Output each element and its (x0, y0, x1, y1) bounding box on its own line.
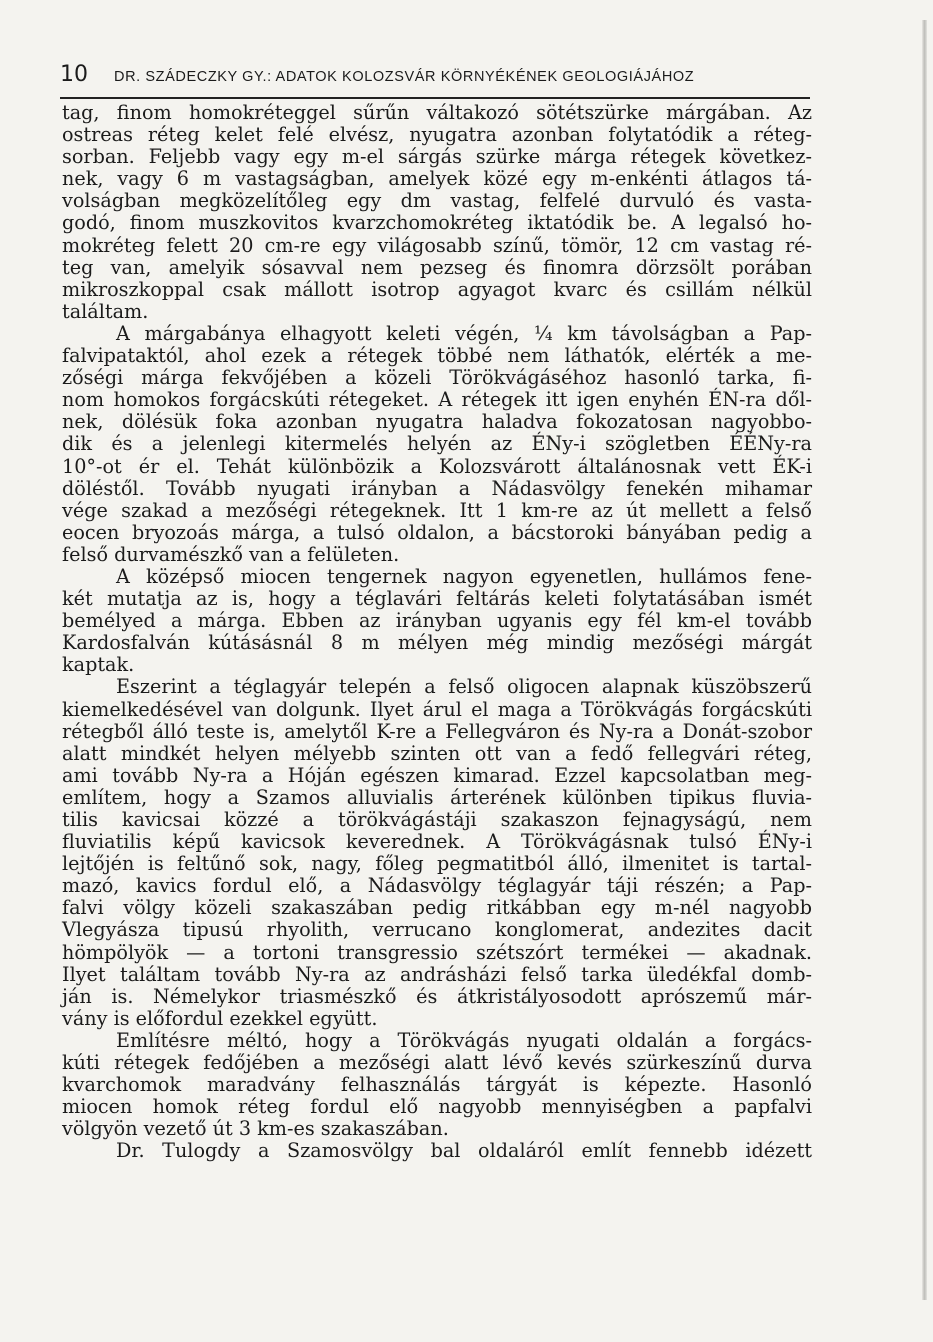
text-line: fluviatilis képű kavicsok keverednek. A Törökvágásnak tulsó ÉNy-i (62, 830, 812, 854)
text-line: tilis kavicsai közzé a törökvágástáji szakaszon fejnagyságú, nem (62, 808, 812, 831)
text-line: falvi völgy közeli szakaszában pedig ritkábban egy m-nél nagyobb (62, 896, 812, 920)
text-line: mokréteg felett 20 cm-re egy világosabb színű, tömör, 12 cm vastag ré- (62, 233, 812, 257)
text-line: teg van, amelyik sósavval nem pezseg és finomra dörzsölt porában (62, 255, 812, 279)
text-line: zőségi márga fekvőjében a közeli Törökvágáséhoz hasonló tarka, fi- (62, 366, 812, 390)
text-line: ami tovább Ny-ra a Hóján egészen kimarad. Ezzel kapcsolatban meg- (62, 763, 812, 787)
text-line: bemélyed a márga. Ebben az irányban ugyanis egy fél km-el tovább (62, 609, 812, 633)
text-line: ostreas réteg kelet felé elvész, nyugatra azonban folytatódik a réteg- (62, 123, 812, 147)
text-line: 10°-ot ér el. Tehát különbözik a Kolozsvárott általánosnak vett ÉK-i (62, 454, 812, 478)
text-line: rétegből álló teste is, amelytől K-re a Fellegváron és Ny-ra a Donát-szobor (62, 719, 812, 743)
page-number: 10 (60, 62, 88, 87)
header-rule (60, 97, 810, 99)
text-line: említem, hogy a Szamos alluvialis árterének különben tipikus fluvia- (62, 785, 812, 809)
text-line: Ilyet találtam tovább Ny-ra az andrásházi felső tarka üledékfal domb- (62, 962, 812, 986)
page-edge-shadow (922, 20, 927, 1300)
text-line: kvarchomok maradvány felhasználás tárgyát is képezte. Hasonló (62, 1073, 812, 1097)
text-line: felső durvamészkő van a felületen. (62, 542, 400, 566)
body-text (62, 102, 812, 1163)
text-line: ján is. Némelykor triasmészkő és átkristályosodott aprószemű már- (62, 984, 812, 1008)
text-line: alatt mindkét helyen mélyebb szinten ott van a fedő fellegvári réteg, (62, 741, 812, 765)
text-line: kaptak. (62, 653, 135, 677)
text-line: miocen homok réteg fordul elő nagyobb mennyiségben a papfalvi (62, 1095, 812, 1119)
text-line: két mutatja az is, hogy a téglavári feltárás keleti folytatásában ismét (62, 587, 812, 611)
text-line: falvipataktól, ahol ezek a rétegek többé nem láthatók, elérték a me- (62, 344, 812, 368)
text-line: Vlegyásza tipusú rhyolith, verrucano konglomerat, andezites dacit (62, 918, 812, 942)
running-header (60, 62, 812, 96)
text-line: találtam. (62, 299, 149, 323)
text-line: dik és a jelenlegi kitermelés helyén az ÉNy-i szögletben ÉÉNy-ra (62, 432, 812, 456)
text-line: sorban. Feljebb vagy egy m-el sárgás szürke márga rétegek következ- (62, 145, 812, 169)
text-line: mazó, kavics fordul elő, a Nádasvölgy téglagyár táji részén; a Pap- (62, 874, 812, 898)
text-line: Említésre méltó, hogy a Törökvágás nyugati oldalán a forgács- (116, 1028, 812, 1052)
text-line: lejtőjén is feltűnő sok, nagy, főleg pegmatitból álló, ilmenitet is tartal- (62, 852, 812, 876)
text-line: döléstől. Tovább nyugati irányban a Nádasvölgy fenekén mihamar (62, 476, 812, 500)
text-line: eocen bryozoás márga, a tulsó oldalon, a bácstoroki bányában pedig a (62, 520, 812, 544)
text-line: nom homokos forgácskúti rétegeket. A rétegek itt igen enyhén ÉN-ra dől- (62, 388, 812, 412)
text-line: tag, finom homokréteggel sűrűn váltakozó sötétszürke márgában. Az (62, 101, 812, 124)
text-line: kiemelkedésével van dolgunk. Ilyet árul el maga a Törökvágás forgácskúti (62, 697, 812, 721)
text-line: kúti rétegek fedőjében a mezőségi alatt lévő kevés szürkeszínű durva (62, 1051, 812, 1075)
text-line: Dr. Tulogdy a Szamosvölgy bal oldaláról említ fennebb idézett (116, 1139, 812, 1163)
text-line: vány is előfordul ezekkel együtt. (62, 1006, 378, 1030)
text-line: A középső miocen tengernek nagyon egyenetlen, hullámos fene- (116, 564, 812, 588)
text-line: völgyön vezető út 3 km-es szakaszában. (62, 1117, 449, 1141)
text-line: A márgabánya elhagyott keleti végén, ¼ km távolságban a Pap- (116, 321, 812, 345)
running-head-title: DR. SZÁDECZKY GY.: ADATOK KOLOZSVÁR KÖRNYÉKÉNEK GEOLOGIÁJÁHOZ (114, 69, 695, 85)
text-line: mikroszkoppal csak mállott isotrop agyagot kvarc és csillám nélkül (62, 277, 812, 301)
text-line: nek, vagy 6 m vastagságban, amelyek közé egy m-enkénti átlagos tá- (62, 167, 812, 191)
text-line: godó, finom muszkovitos kvarzchomokréteg iktatódik be. A legalsó ho- (62, 211, 812, 235)
text-line: vége szakad a mezőségi rétegeknek. Itt 1 km-re az út mellett a felső (62, 498, 812, 522)
text-line: Kardosfalván kútásásnál 8 m mélyen még mindig mezőségi márgát (62, 631, 812, 655)
text-line: hömpölyök — a tortoni transgressio szétszórt termékei — akadnak. (62, 940, 812, 964)
text-line: nek, dölésük foka azonban nyugatra haladva fokozatosan nagyobbo- (62, 410, 812, 434)
text-line: volságban megközelítőleg egy dm vastag, felfelé durvuló és vasta- (62, 189, 812, 213)
text-line: Eszerint a téglagyár telepén a felső oligocen alapnak küszöbszerű (116, 675, 812, 699)
